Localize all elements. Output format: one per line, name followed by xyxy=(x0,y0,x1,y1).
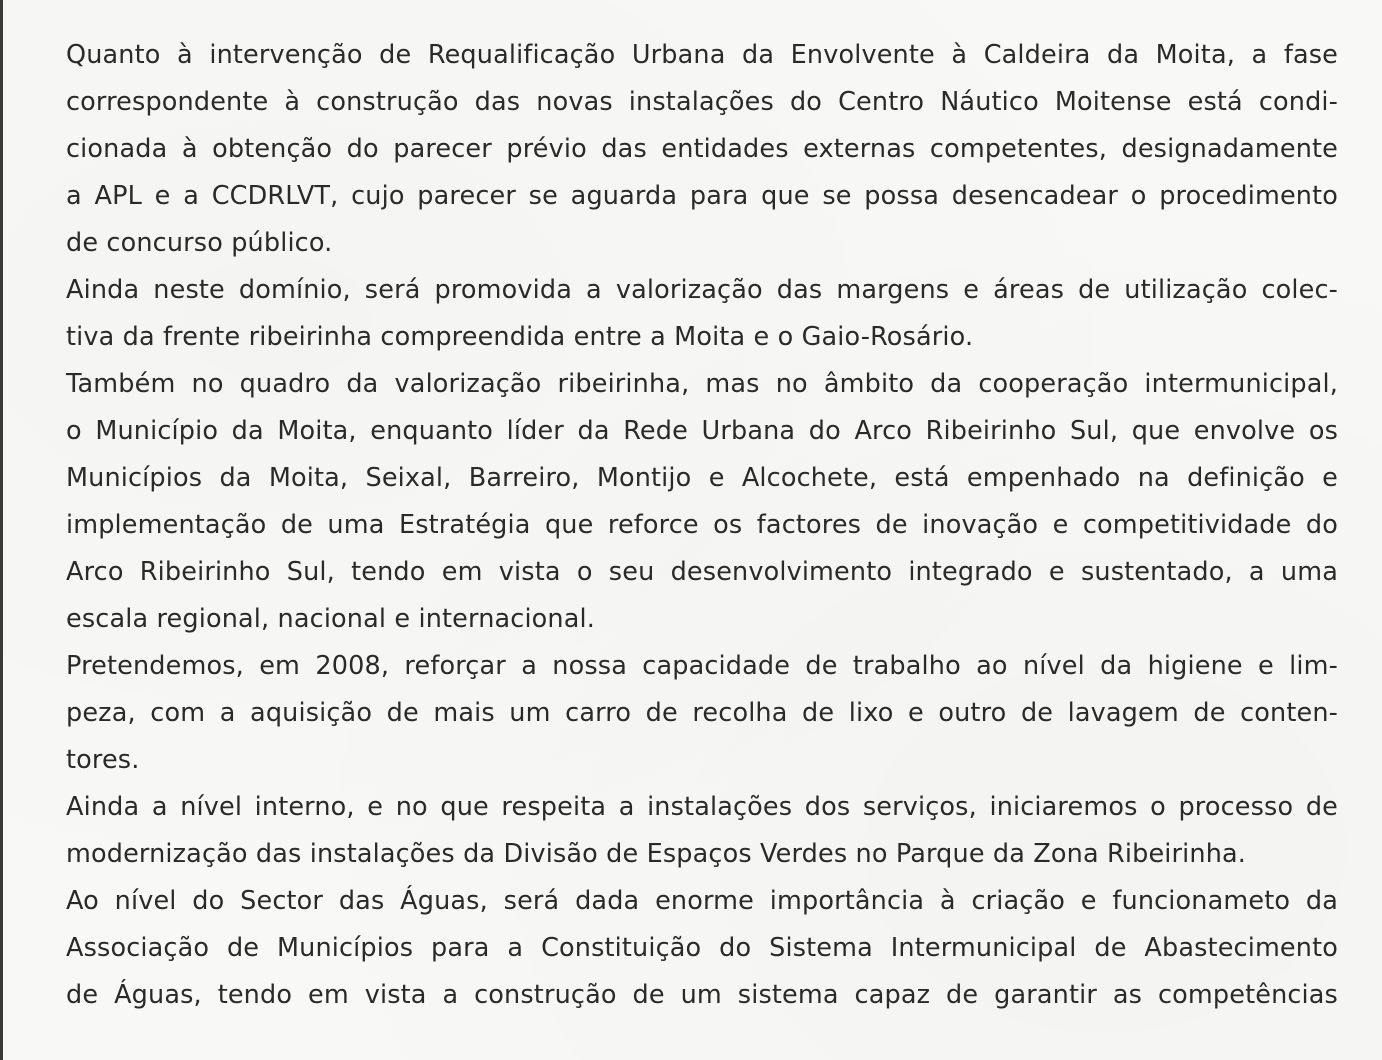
text-line: Ao nível do Sector das Águas, será dada enorme importância à criação e funcionameto da xyxy=(66,886,1338,916)
paragraph-higiene-limpeza xyxy=(66,643,1338,784)
text-line: Também no quadro da valorização ribeirinha, mas no âmbito da cooperação intermunicipal, xyxy=(66,369,1338,399)
text-line: Arco Ribeirinho Sul, tendo em vista o seu desenvolvimento integrado e sustentado, a uma xyxy=(66,557,1338,587)
text-line: Ainda a nível interno, e no que respeita a instalações dos serviços, iniciaremos o processo de xyxy=(66,792,1338,822)
paragraph-espacos-verdes xyxy=(66,784,1338,878)
text-line: escala regional, nacional e internacional. xyxy=(66,604,596,634)
text-line: cionada à obtenção do parecer prévio das entidades externas competentes, designadamente xyxy=(66,134,1338,164)
text-line: modernização das instalações da Divisão de Espaços Verdes no Parque da Zona Ribeirinha. xyxy=(66,839,1247,869)
text-line: correspondente à construção das novas instalações do Centro Náutico Moitense está condi- xyxy=(66,87,1338,117)
paragraph-caldeira-moita xyxy=(66,32,1338,267)
text-line: Quanto à intervenção de Requalificação Urbana da Envolvente à Caldeira da Moita, a fase xyxy=(66,40,1338,70)
text-line: de Águas, tendo em vista a construção de um sistema capaz de garantir as competências xyxy=(66,980,1338,1010)
text-line: o Município da Moita, enquanto líder da Rede Urbana do Arco Ribeirinho Sul, que envolve os xyxy=(66,416,1338,446)
text-line: Pretendemos, em 2008, reforçar a nossa capacidade de trabalho ao nível da higiene e lim- xyxy=(66,651,1338,681)
paragraph-margens-ribeirinhas xyxy=(66,267,1338,361)
document-body xyxy=(66,32,1338,1019)
text-line: implementação de uma Estratégia que reforce os factores de inovação e competitividade do xyxy=(66,510,1338,540)
text-line: Associação de Municípios para a Constituição do Sistema Intermunicipal de Abastecimento xyxy=(66,933,1338,963)
paragraph-sector-aguas xyxy=(66,878,1338,1019)
text-line: tores. xyxy=(66,745,140,775)
text-line: de concurso público. xyxy=(66,228,333,258)
paragraph-arco-ribeirinho-sul xyxy=(66,361,1338,643)
text-line: a APL e a CCDRLVT, cujo parecer se aguarda para que se possa desencadear o procedimento xyxy=(66,181,1338,211)
text-line: peza, com a aquisição de mais um carro de recolha de lixo e outro de lavagem de conten- xyxy=(66,698,1338,728)
text-line: Municípios da Moita, Seixal, Barreiro, Montijo e Alcochete, está empenhado na definição e xyxy=(66,463,1338,493)
text-line: Ainda neste domínio, será promovida a valorização das margens e áreas de utilização colec- xyxy=(66,275,1338,305)
text-line: tiva da frente ribeirinha compreendida entre a Moita e o Gaio-Rosário. xyxy=(66,322,974,352)
page-edge-shadow xyxy=(0,0,3,1060)
